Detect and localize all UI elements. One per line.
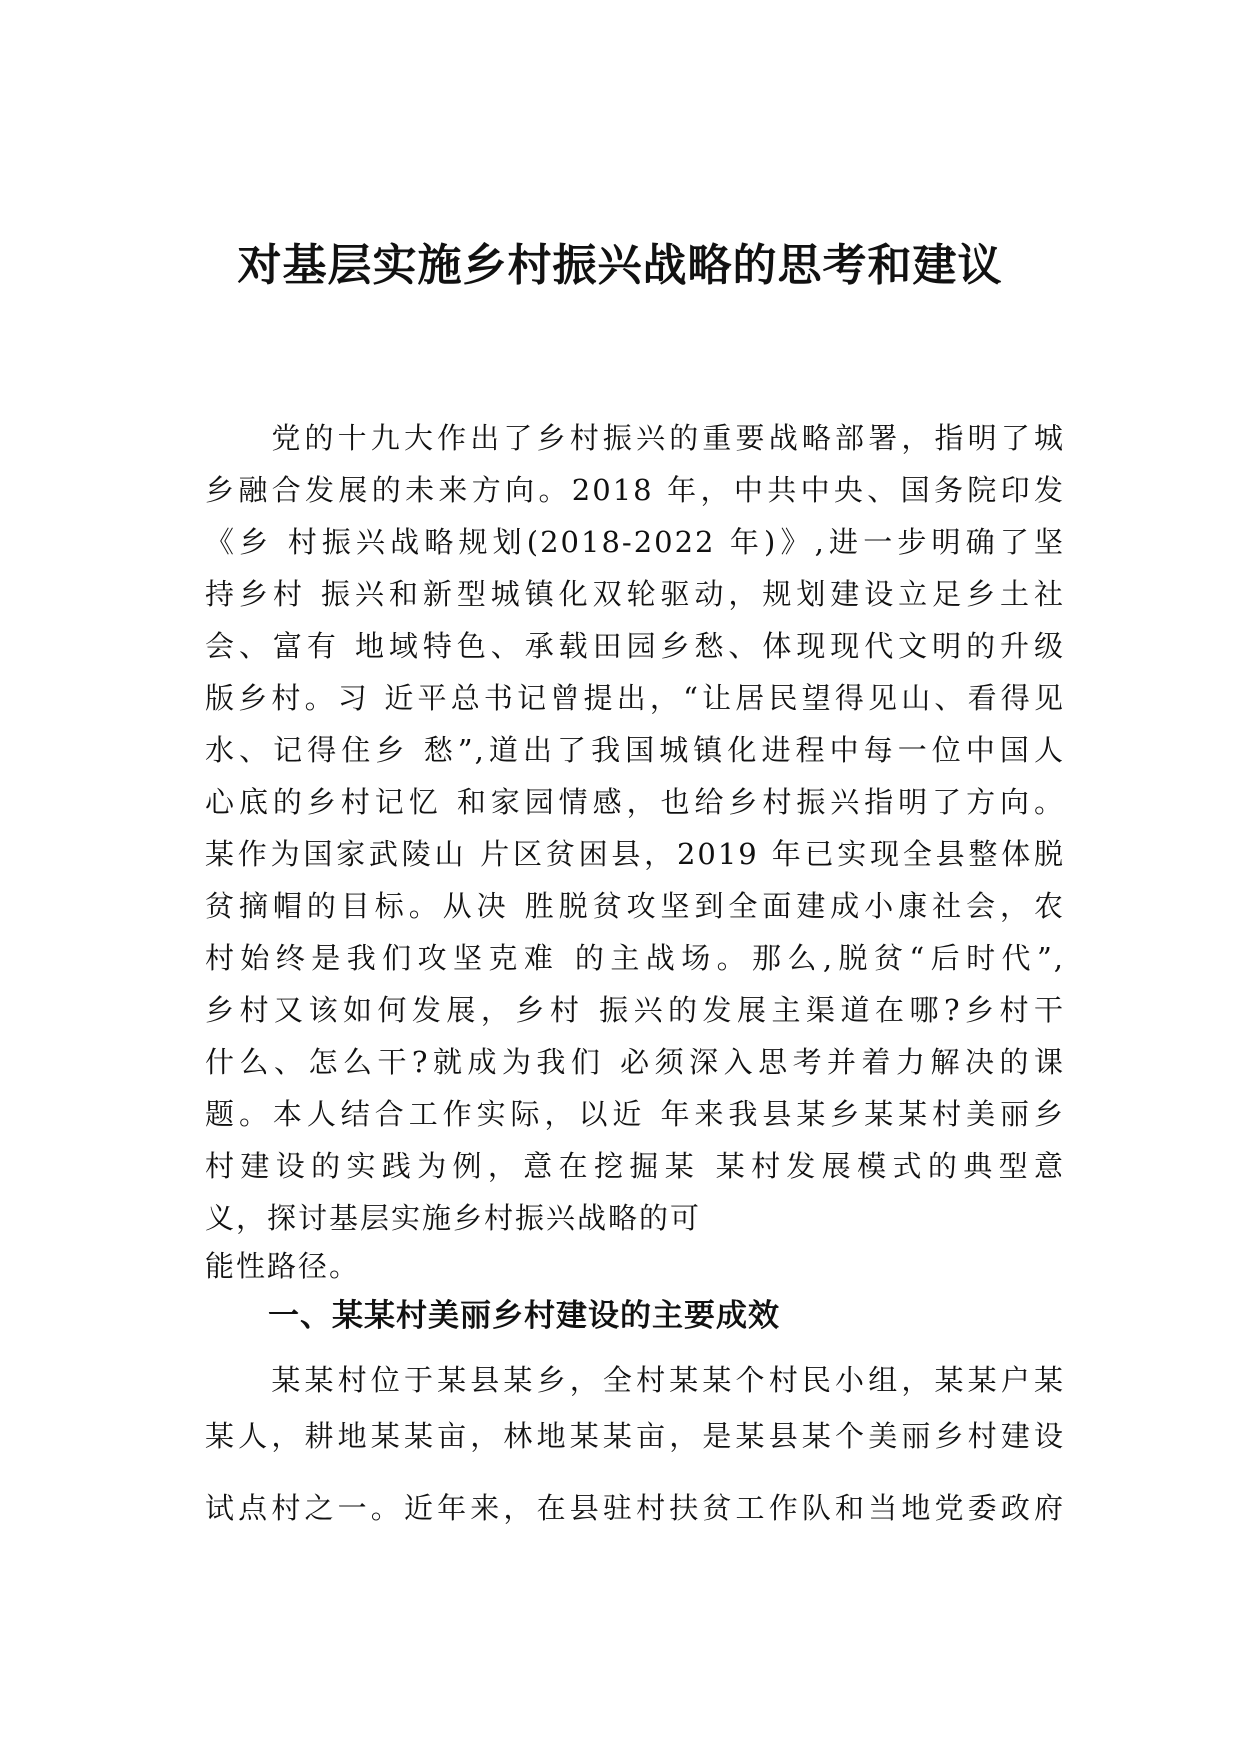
paragraph-line: 试点村之一。近年来，在县驻村扶贫工作队和当地党委政府: [205, 1491, 1065, 1525]
section-paragraph: [205, 1352, 1065, 1536]
intro-paragraph-tail: [205, 1240, 1065, 1292]
paragraph-line: 心底的乡村记忆 和家园情感，也给乡村振兴指明了方向。: [205, 785, 1065, 819]
paragraph-line: 义，探讨基层实施乡村振兴战略的可: [205, 1201, 702, 1235]
document-title: 对基层实施乡村振兴战略的思考和建议: [237, 240, 1003, 291]
paragraph-line: 什么、怎么干?就成为我们 必须深入思考并着力解决的课: [205, 1045, 1065, 1079]
paragraph-line: 能性路径。: [205, 1249, 361, 1283]
paragraph-line: 会、富有 地域特色、承载田园乡愁、体现现代文明的升级: [205, 629, 1065, 663]
paragraph-line: 版乡村。习 近平总书记曾提出，“让居民望得见山、看得见: [205, 681, 1065, 715]
paragraph-line: 某作为国家武陵山 片区贫困县，2019 年已实现全县整体脱: [205, 837, 1065, 871]
paragraph-line: 持乡村 振兴和新型城镇化双轮驱动，规划建设立足乡土社: [205, 577, 1065, 611]
paragraph-line: 乡村又该如何发展，乡村 振兴的发展主渠道在哪?乡村干: [205, 993, 1065, 1027]
paragraph-line: 某某村位于某县某乡，全村某某个村民小组，某某户某: [205, 1363, 1065, 1397]
paragraph-line: 贫摘帽的目标。从决 胜脱贫攻坚到全面建成小康社会，农: [205, 889, 1065, 923]
paragraph-line: 《乡 村振兴战略规划(2018-2022 年)》,进一步明确了坚: [205, 525, 1065, 559]
intro-paragraph: [205, 412, 1065, 1244]
paragraph-line: 党的十九大作出了乡村振兴的重要战略部署，指明了城: [205, 421, 1065, 455]
section-heading: 一、某某村美丽乡村建设的主要成效: [268, 1298, 780, 1334]
paragraph-line: 村建设的实践为例，意在挖掘某 某村发展模式的典型意: [205, 1149, 1065, 1183]
paragraph-line: 乡融合发展的未来方向。2018 年，中共中央、国务院印发: [205, 473, 1065, 507]
paragraph-line: 某人，耕地某某亩，林地某某亩，是某县某个美丽乡村建设: [205, 1419, 1065, 1453]
paragraph-line: 村始终是我们攻坚克难 的主战场。那么,脱贫“后时代”,: [205, 941, 1065, 975]
paragraph-line: 水、记得住乡 愁”,道出了我国城镇化进程中每一位中国人: [205, 733, 1065, 767]
paragraph-line: 题。本人结合工作实际，以近 年来我县某乡某某村美丽乡: [205, 1097, 1065, 1131]
